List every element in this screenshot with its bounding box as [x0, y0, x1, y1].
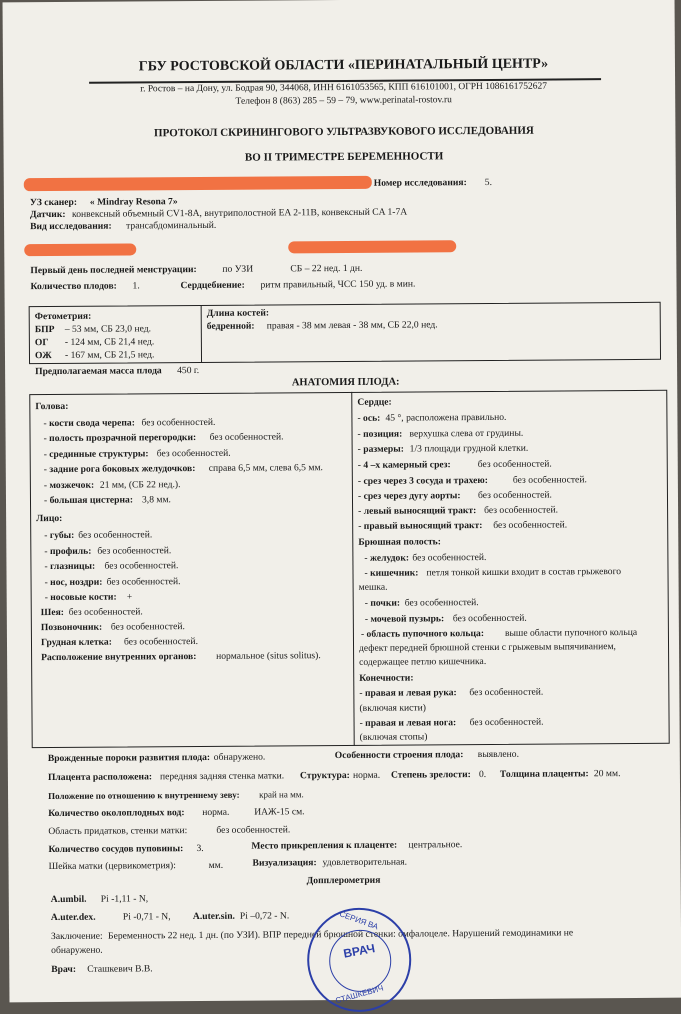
size-label: - размеры: [357, 443, 404, 455]
doppler-heading: Допплерометрия [306, 874, 381, 887]
stamp-ring-text-bottom: СТАШКЕВИЧ [334, 983, 385, 1006]
chest-label: Грудная клетка: [40, 636, 112, 649]
orbits-label: - глазницы: [44, 560, 96, 573]
kidneys-value: без особенностей. [404, 597, 479, 609]
left-uterine-value: Pi –0,72 - N. [239, 910, 290, 922]
stamp-ring-text: СЕРИЯ ВА [338, 909, 380, 932]
rvot-value: без особенностей. [493, 519, 568, 531]
fluid-label: Количество околоплодных вод: [48, 807, 185, 820]
chest-value: без особенностей. [123, 636, 198, 648]
lmp-value: по УЗИ [222, 263, 254, 275]
spine-label: Позвоночник: [40, 621, 103, 634]
midline-label: - срединные структуры: [43, 448, 149, 461]
scanner-label: УЗ сканер: [29, 196, 78, 209]
doctor-label: Врач: [51, 963, 77, 976]
axis-label: - ось: [357, 412, 381, 424]
structure-label: Структура: [299, 769, 350, 782]
bladder-label: - мочевой пузырь: [364, 613, 445, 625]
nasal-bones-label: - носовые кости: [44, 591, 117, 604]
skull-value: без особенностей. [141, 416, 216, 429]
orbits-value: без особенностей. [104, 560, 179, 572]
sensor-label: Датчик: [29, 208, 66, 221]
visualization-label: Визуализация: [252, 857, 317, 869]
maturity-value: 0. [478, 769, 487, 781]
neck-label: Шея: [40, 606, 65, 619]
doctor-name: Сташкевич В.В. [87, 963, 153, 975]
heartbeat-value: ритм правильный, ЧСС 150 уд. в мин. [260, 278, 416, 291]
head-heading: Голова: [35, 400, 69, 413]
fetus-count-label: Количество плодов: [30, 280, 117, 293]
umbilical-artery-label: A.umbil. [50, 893, 87, 906]
org-title: ГБУ РОСТОВСКОЙ ОБЛАСТИ «ПЕРИНАТАЛЬНЫЙ ЦЕНТР» [138, 56, 549, 75]
right-uterine-label: A.uter.dex. [50, 911, 96, 924]
org-address: г. Ростов – на Дону, ул. Бодрая 90, 344068, ИНН 6161053565, КПП 616101001, ОГРН 1086161752627 [140, 81, 547, 95]
abdomen-heading: Брюшная полость: [358, 536, 441, 548]
four-chamber-value: без особенностей. [477, 458, 552, 471]
arms-value: без особенностей. [469, 686, 544, 699]
umbilical-ring-value-2: дефект передней брюшной стенки с грыжевым выпячиванием, [358, 641, 616, 654]
internal-os-label: Положение по отношению к внутреннему зеву: [48, 789, 240, 802]
heart-heading: Сердце: [357, 396, 392, 408]
lvot-label: - левый выносящий тракт: [358, 505, 477, 517]
stamp-word: ВРАЧ [342, 941, 377, 961]
rvot-label: - правый выносящий тракт: [358, 520, 483, 532]
insertion-label: Место прикрепления к плаценте: [251, 839, 398, 852]
stomach-label: - желудок: [364, 552, 410, 564]
weight-label: Предполагаемая масса плода [35, 365, 162, 378]
aortic-arch-value: без особенностей. [477, 489, 552, 502]
femur-label: бедренной: [206, 320, 255, 332]
skull-label: - кости свода черепа: [43, 417, 135, 430]
weight-value: 450 г. [177, 364, 200, 377]
situs-value: нормальное (situs solitus). [216, 650, 321, 662]
midline-value: без особенностей. [156, 447, 231, 460]
nose-label: - нос, ноздри: [44, 576, 103, 589]
lmp-label: Первый день последней менструации: [30, 264, 197, 277]
bones-label: Длина костей: [206, 307, 270, 319]
scanner-value: « Mindray Resona 7» [89, 196, 178, 208]
cavum-label: - полость прозрачной перегородки: [43, 432, 197, 445]
neck-value: без особенностей. [68, 606, 143, 618]
cisterna-label: - большая цистерна: [43, 494, 134, 507]
umbilical-ring-label: - область пупочного кольца: [360, 628, 485, 640]
legs-note: (включая стопы) [359, 731, 428, 743]
adnexa-value: без особенностей. [216, 824, 291, 836]
doctor-stamp [307, 908, 412, 1013]
fetometry-label: Фетометрия: [34, 310, 92, 323]
protocol-subtitle: ВО II ТРИМЕСТРЕ БЕРЕМЕННОСТИ [244, 150, 444, 164]
aortic-arch-label: - срез через дугу аорты: [357, 490, 461, 502]
umbilical-ring-value: выше области пупочного кольца [504, 626, 638, 639]
cervix-label: Шейка матки (цервикометрия): [48, 860, 176, 873]
size-value: 1/3 площади грудной клетки. [409, 442, 529, 455]
arms-label: - правая и левая рука: [359, 687, 457, 699]
fetus-count: 1. [132, 280, 140, 292]
position-value: верхушка слева от грудины. [409, 427, 524, 440]
ventricles-label: - задние рога боковых желудочков: [43, 463, 196, 476]
bpr-label: БПР [34, 324, 55, 336]
thickness-label: Толщина плаценты: [499, 768, 589, 780]
internal-os-value: край на мм. [259, 789, 304, 800]
exam-number: 5. [484, 176, 493, 188]
visualization-value: удовлетворительная. [322, 856, 408, 869]
placenta-label: Плацента расположена: [47, 771, 153, 784]
conclusion-text-cont: обнаружено. [51, 944, 103, 957]
heartbeat-label: Сердцебиение: [180, 279, 245, 292]
ozh-value: - 167 мм, СБ 21,5 нед. [64, 349, 155, 361]
ozh-label: ОЖ [34, 350, 52, 362]
femur-value: правая - 38 мм левая - 38 мм, СБ 22,0 нед. [266, 319, 438, 332]
insertion-value: центральное. [408, 839, 463, 851]
cervix-value: мм. [208, 859, 224, 871]
bladder-value: без особенностей. [452, 612, 527, 625]
adnexa-label: Область придатков, стенки матки: [48, 825, 188, 838]
placenta-value: передняя задняя стенка матки. [159, 770, 285, 783]
ventricles-value: справа 6,5 мм, слева 6,5 мм. [208, 462, 323, 474]
bowel-label: - кишечник: [364, 567, 419, 579]
lips-label: - губы: [44, 529, 75, 542]
exam-type-value: трансабдоминальный. [126, 219, 217, 232]
thickness-value: 20 мм. [593, 768, 621, 780]
bowel-value-cont: мешка. [358, 581, 388, 593]
document-page [3, 0, 681, 1006]
structure-value: норма. [352, 769, 381, 781]
nasal-bones-value: + [126, 591, 133, 603]
four-chamber-label: - 4 –х камерный срез: [357, 459, 451, 471]
left-uterine-label: A.uter.sin. [192, 910, 235, 923]
anatomy-title: АНАТОМИЯ ПЛОДА: [291, 376, 400, 389]
exam-type-label: Вид исследования: [30, 220, 112, 233]
nose-value: без особенностей. [106, 576, 181, 588]
afi-value: ИАЖ-15 см. [254, 806, 305, 818]
lips-value: без особенностей. [78, 529, 153, 541]
cisterna-value: 3,8 мм. [141, 494, 171, 506]
spine-value: без особенностей. [110, 621, 185, 633]
face-heading: Лицо: [36, 512, 63, 525]
bowel-value: петля тонкой кишки входит в состав грыжевого [426, 566, 622, 579]
profile-label: - профиль: [44, 545, 92, 558]
cerebellum-label: - мозжечок: [43, 479, 95, 492]
umbilical-artery-value: Pi -1,11 - N, [100, 893, 149, 905]
exam-number-label: Номер исследования: [373, 177, 467, 189]
defects-label: Врожденные пороки развития плода: [47, 751, 211, 765]
cord-vessels-label: Количество сосудов пуповины: [48, 843, 184, 856]
stomach-value: без особенностей. [412, 551, 487, 564]
features-value: выявлено. [477, 748, 519, 761]
three-vessel-value: без особенностей. [512, 474, 587, 486]
bpr-value: – 53 мм, СБ 23,0 нед. [64, 323, 152, 335]
maturity-label: Степень зрелости: [390, 769, 471, 781]
lmp-gestation: СБ – 22 нед. 1 дн. [290, 262, 363, 275]
cerebellum-value: 21 мм, (СБ 22 нед.). [99, 479, 181, 491]
cord-vessels-value: 3. [196, 842, 204, 855]
lvot-value: без особенностей. [484, 504, 559, 517]
three-vessel-label: - срез через 3 сосуда и трахею: [357, 474, 488, 487]
conclusion-text: Беременность 22 нед. 1 дн. (по УЗИ). ВПР передней брюшной стенки: омфалоцеле. Нарушений гемодинамики не [108, 927, 574, 942]
cavum-value: без особенностей. [209, 431, 284, 443]
redaction-name [24, 243, 136, 256]
legs-value: без особенностей. [469, 716, 544, 729]
protocol-title: ПРОТОКОЛ СКРИНИНГОВОГО УЛЬТРАЗВУКОВОГО ИССЛЕДОВАНИЯ [153, 124, 534, 140]
fluid-value: норма. [202, 806, 230, 818]
kidneys-label: - почки: [364, 597, 401, 609]
features-label: Особенности строения плода: [334, 749, 464, 762]
limbs-heading: Конечности: [359, 672, 414, 684]
redaction-birthdate [288, 240, 456, 253]
arms-note: (включая кисти) [359, 702, 426, 714]
sensor-value: конвексный объемный CV1-8A, внутриполостной EA 2-11B, конвексный CA 1-7A [71, 206, 408, 220]
og-label: ОГ [34, 337, 49, 349]
conclusion-label: Заключение: [51, 930, 103, 943]
redaction-date [24, 176, 372, 191]
axis-value: 45 °, расположена правильно. [385, 411, 507, 424]
profile-value: без особенностей. [97, 545, 172, 557]
legs-label: - правая и левая нога: [359, 717, 457, 729]
defects-value: обнаружено. [213, 751, 266, 763]
right-uterine-value: Pi -0,71 - N, [122, 911, 171, 923]
position-label: - позиция: [357, 428, 403, 440]
org-contacts: Телефон 8 (863) 285 – 59 – 79, www.perinatal-rostov.ru [235, 95, 452, 107]
umbilical-ring-value-3: содержащее петлю кишечника. [359, 655, 487, 668]
og-value: - 124 мм, СБ 21,4 нед. [64, 336, 155, 348]
situs-label: Расположение внутренних органов: [41, 651, 197, 664]
